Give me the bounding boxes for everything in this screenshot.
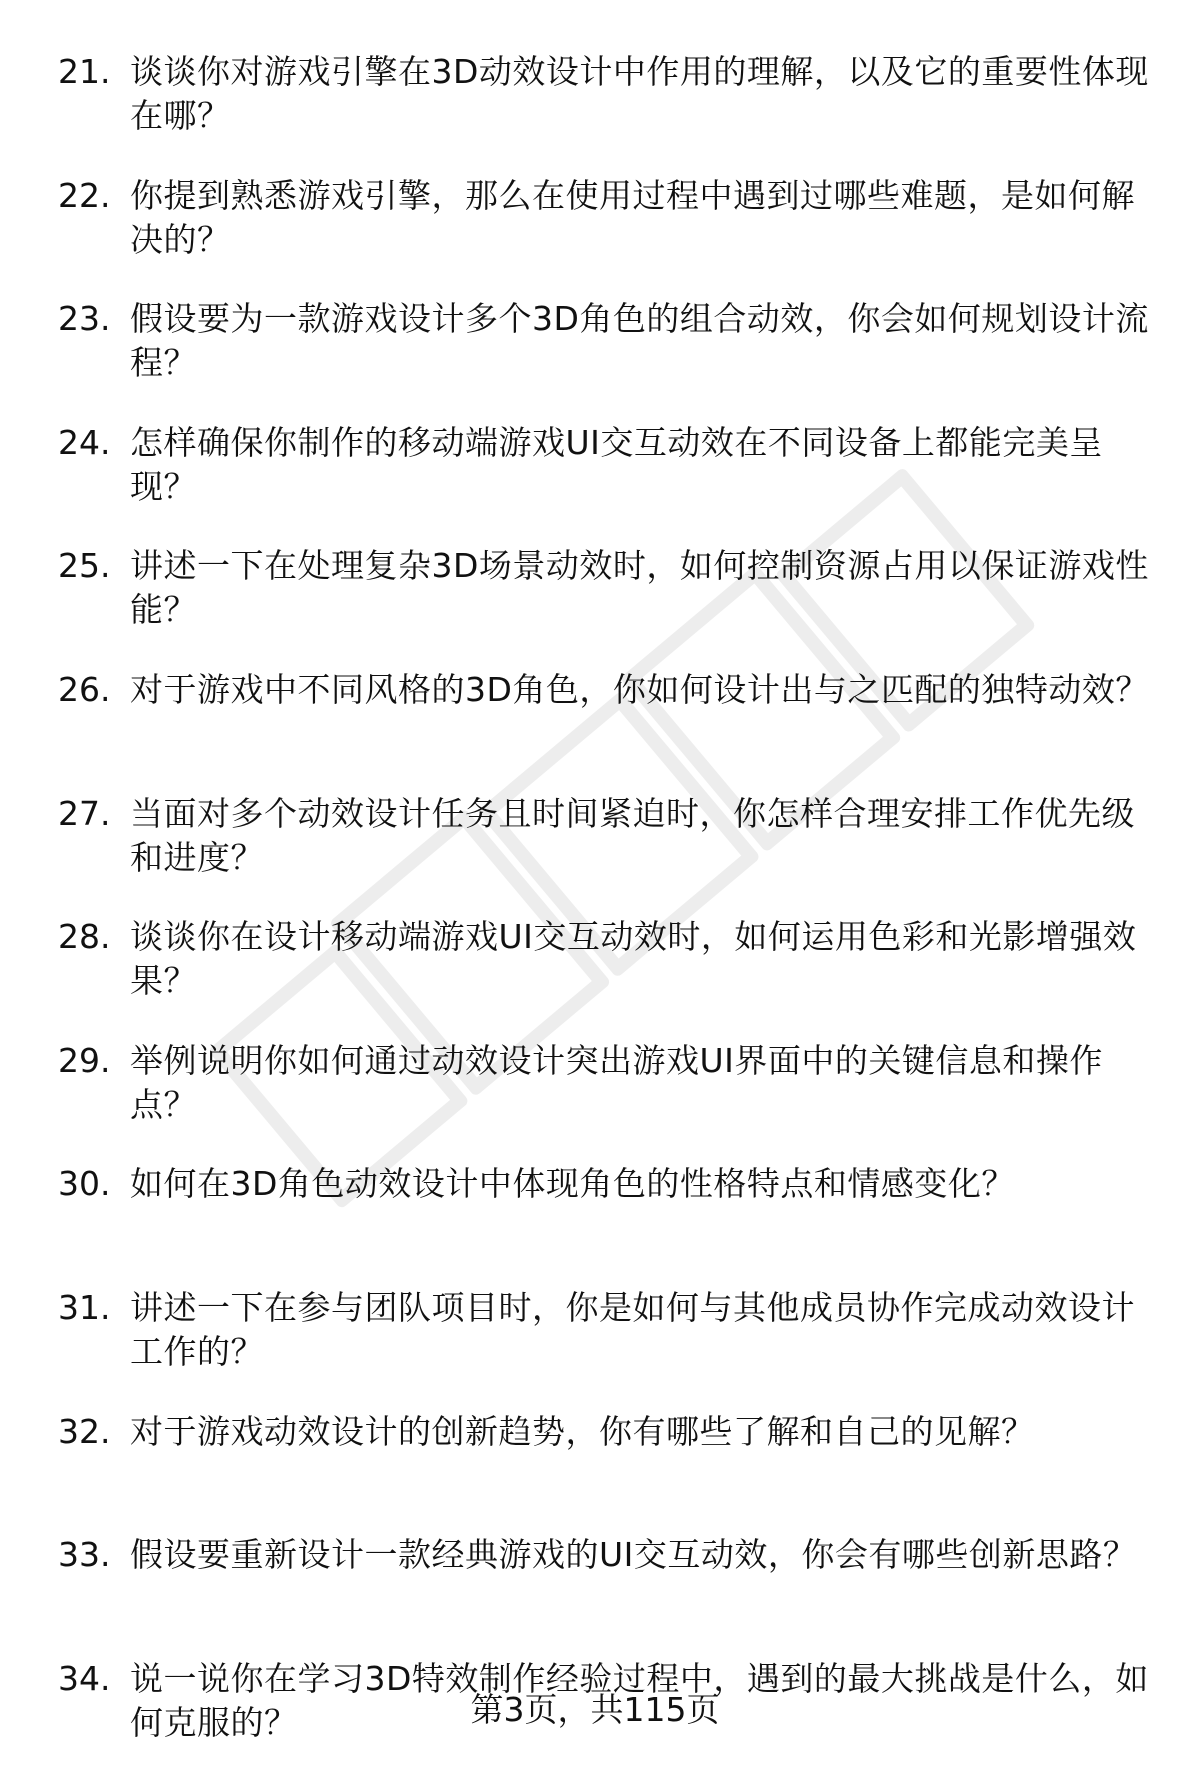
question-text: 举例说明你如何通过动效设计突出游戏UI界面中的关键信息和操作点？ [130,1040,1103,1124]
list-item [0,1039,1190,1163]
question-text: 你提到熟悉游戏引擎，那么在使用过程中遇到过哪些难题，是如何解决的？ [130,175,1135,259]
list-item [0,544,1190,668]
list-item [0,297,1190,421]
question-text: 对于游戏动效设计的创新趋势，你有哪些了解和自己的见解？ [130,1411,1035,1451]
list-item [0,915,1190,1039]
list-item [0,1162,1190,1286]
page-number-footer: 第3页，共115页 [470,1690,720,1729]
list-item [0,1286,1190,1410]
question-text: 如何在3D角色动效设计中体现角色的性格特点和情感变化？ [130,1164,1015,1204]
question-text: 谈谈你在设计移动端游戏UI交互动效时，如何运用色彩和光影增强效果？ [130,917,1137,1001]
list-item [0,1410,1190,1534]
list-item [0,1533,1190,1657]
question-number: 23. [58,299,111,339]
question-text: 对于游戏中不同风格的3D角色，你如何设计出与之匹配的独特动效？ [130,669,1149,709]
question-list [0,50,1190,1780]
list-item [0,174,1190,298]
question-text: 说一说你在学习3D特效制作经验过程中，遇到的最大挑战是什么，如何克服的？ [130,1658,1149,1742]
question-number: 31. [58,1287,111,1327]
question-number: 29. [58,1040,111,1080]
question-number: 26. [58,669,111,709]
question-text: 假设要为一款游戏设计多个3D角色的组合动效，你会如何规划设计流程？ [130,299,1149,383]
question-number: 27. [58,793,111,833]
question-number: 32. [58,1411,111,1451]
question-text: 怎样确保你制作的移动端游戏UI交互动效在不同设备上都能完美呈现？ [130,422,1103,506]
question-text: 当面对多个动效设计任务且时间紧迫时，你怎样合理安排工作优先级和进度？ [130,793,1135,877]
question-text: 讲述一下在参与团队项目时，你是如何与其他成员协作完成动效设计工作的？ [130,1287,1135,1371]
list-item [0,792,1190,916]
question-number: 28. [58,917,111,957]
question-text: 假设要重新设计一款经典游戏的UI交互动效，你会有哪些创新思路？ [130,1535,1137,1575]
question-number: 22. [58,175,111,215]
question-text: 讲述一下在处理复杂3D场景动效时，如何控制资源占用以保证游戏性能？ [130,546,1149,630]
question-number: 34. [58,1658,111,1698]
list-item [0,668,1190,792]
question-number: 33. [58,1535,111,1575]
question-text: 谈谈你对游戏引擎在3D动效设计中作用的理解，以及它的重要性体现在哪？ [130,52,1149,135]
list-item [0,50,1190,174]
question-number: 30. [58,1164,111,1204]
question-number: 25. [58,546,111,586]
question-number: 24. [58,422,111,462]
question-number: 21. [58,52,111,91]
list-item [0,421,1190,545]
